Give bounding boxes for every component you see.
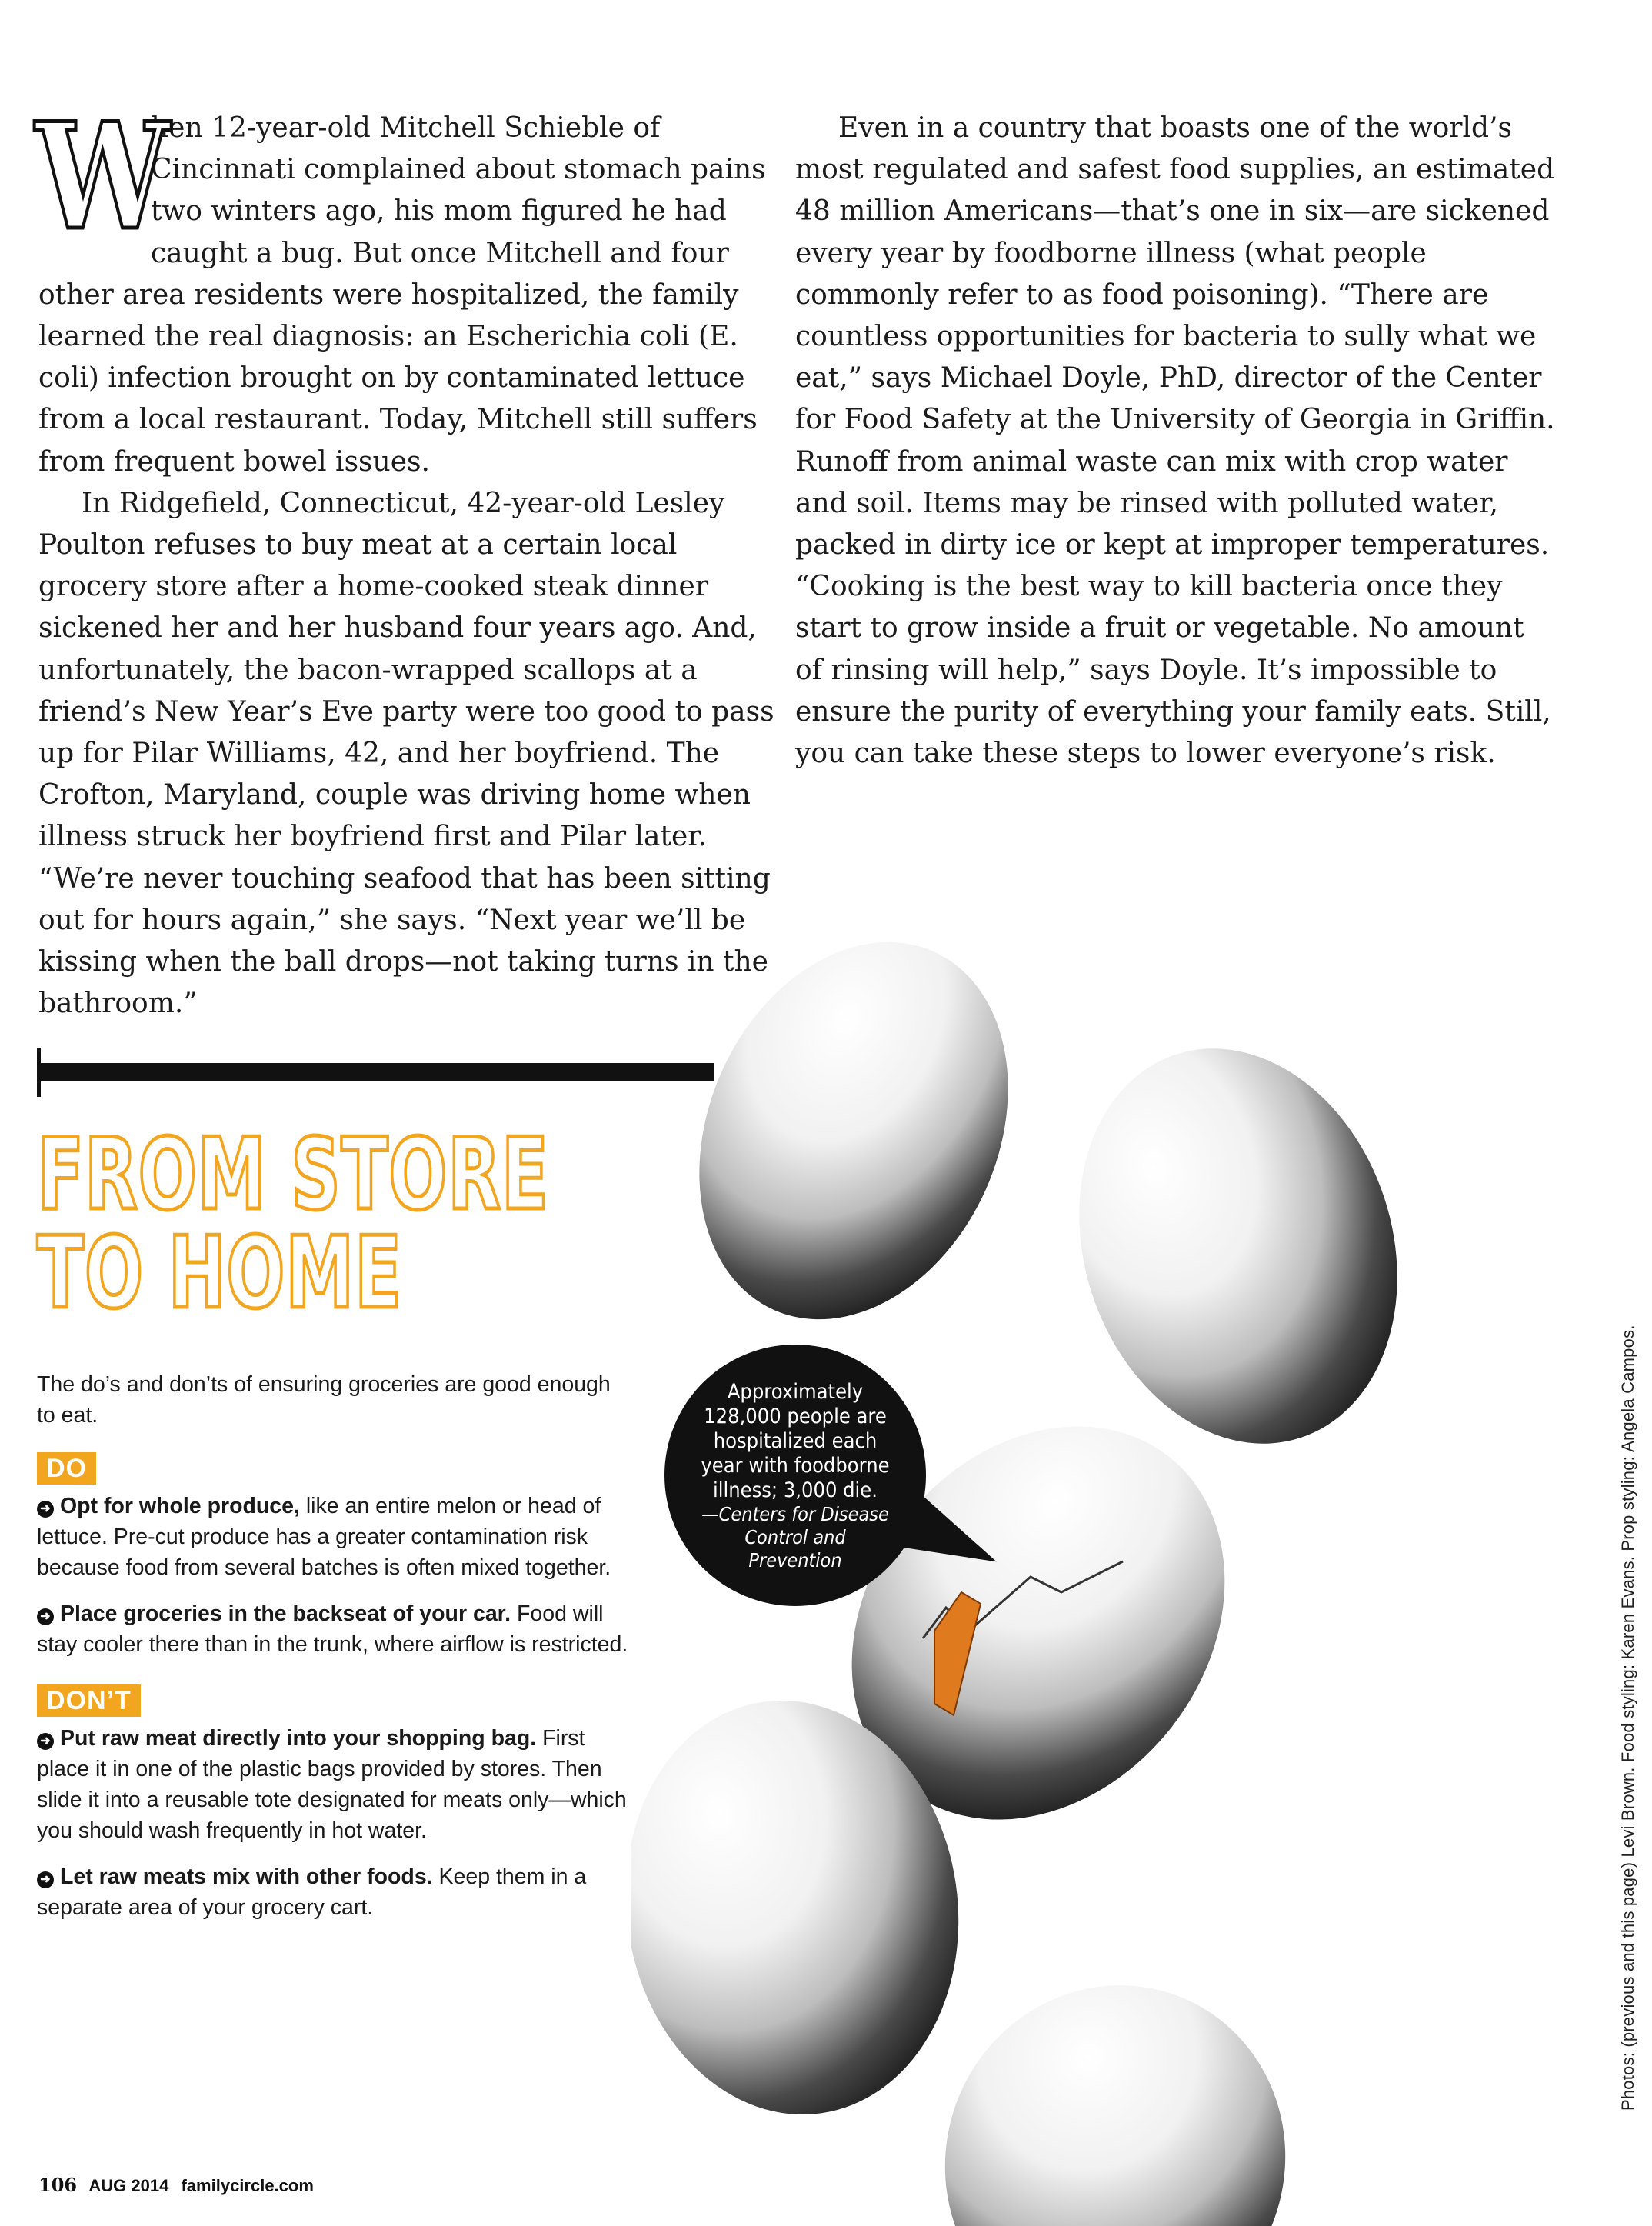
arrow-right-circle-icon: ➜	[37, 1871, 54, 1888]
do-tip	[37, 1491, 629, 1583]
tip-heading: Opt for whole produce,	[60, 1494, 300, 1518]
egg	[896, 1938, 1335, 2226]
dont-label: DON’T	[37, 1684, 141, 1717]
page-footer	[38, 2174, 314, 2196]
page-number: 106	[38, 2174, 78, 2196]
dont-tip	[37, 1723, 629, 1846]
article-paragraph: Even in a country that boasts one of the world’s most regulated and safest food supplies, an estimated 48 million Americans—that’s one in six—are sickened every year by foodborne illness (what people commonly refer to as food poisoning). “There are countless opportunities for bacteria to sully what we eat,” says Michael Doyle, PhD, director of the Center for Food Safety at the University of Georgia in Griffin. Runoff from animal waste can mix with crop water and soil. Items may be rinsed with polluted water, packed in dirty ice or kept at improper temperatures. “Cooking is the best way to kill bacteria once they start to grow inside a fruit or vegetable. No amount of rinsing will help,” says Doyle. It’s impossible to ensure the purity of everything your family eats. Still, you can take these steps to lower everyone’s risk.	[795, 112, 1555, 770]
tip-text: like an entire melon or head of lettuce. Pre-cut produce has a greater contamination risk because food from several batches is often mixed together.	[37, 1494, 611, 1580]
sidebar-intro: The do’s and don’ts of ensuring groceries are good enough to eat.	[37, 1372, 611, 1428]
callout-bubble	[664, 1345, 926, 1606]
article-paragraph: In Ridgefield, Connecticut, 42-year-old Lesley Poulton refuses to buy meat at a certain local grocery store after a home-cooked steak dinner sickened her and her husband four years ago. And, unfortunately, the bacon-wrapped scallops at a friend’s New Year’s Eve party were too good to pass up for Pilar Williams, 42, and her boyfriend. The Crofton, Maryland, couple was driving home when illness struck her boyfriend first and Pilar later. “We’re never touching seafood that has been sitting out for hours again,” she says. “Next year we’ll be kissing when the ball drops—not taking turns in the bathroom.”	[38, 487, 774, 1020]
sidebar-box	[37, 1369, 629, 1938]
article-paragraph: hen 12-year-old Mitchell Schieble of Cincinnati complained about stomach pains two winters ago, his mom figured he had caught a bug. But once Mitchell and four other area residents were hospitalized, the family learned the real diagnosis: an Escherichia coli (E. coli) infection brought on by contaminated lettuce from a local restaurant. Today, Mitchell still suffers from frequent bowel issues.	[38, 112, 766, 478]
photo-credit: Photos: (previous and this page) Levi Brown. Food styling: Karen Evans. Prop styling: Angela Campos.	[1618, 1325, 1637, 2111]
callout-stat: Approximately 128,000 people are hospitalized each year with foodborne illness; 3,000 die.	[701, 1380, 890, 1502]
arrow-right-circle-icon: ➜	[37, 1501, 54, 1518]
egg	[642, 893, 1066, 1369]
site-url: familycircle.com	[181, 2176, 314, 2195]
egg	[1030, 1007, 1447, 1485]
article-right-column	[795, 108, 1557, 775]
tip-text: Food will stay cooler there than in the trunk, where airflow is restricted.	[37, 1601, 628, 1657]
sidebar-title-line: TO HOME	[37, 1216, 402, 1331]
section-divider	[37, 1063, 714, 1081]
tip-text: Keep them in a separate area of your grocery cart.	[37, 1864, 587, 1920]
dont-tip	[37, 1861, 629, 1923]
issue-date: AUG 2014	[88, 2176, 169, 2195]
drop-cap: W	[35, 91, 167, 262]
arrow-right-circle-icon: ➜	[37, 1733, 54, 1750]
callout-text	[698, 1380, 892, 1572]
arrow-right-circle-icon: ➜	[37, 1608, 54, 1625]
sidebar-title-line: FROM STORE	[37, 1118, 549, 1232]
tip-text: First place it in one of the plastic bags provided by stores. Then slide it into a reusable tote designated for meats only—which you should wash frequently in hot water.	[37, 1726, 627, 1843]
tip-heading: Let raw meats mix with other foods.	[60, 1864, 433, 1889]
callout-source: —Centers for Disease Control and Prevention	[701, 1503, 889, 1571]
tip-heading: Place groceries in the backseat of your car.	[60, 1601, 511, 1626]
do-label: DO	[37, 1452, 96, 1485]
tip-heading: Put raw meat directly into your shopping bag.	[60, 1726, 537, 1751]
do-tip	[37, 1598, 629, 1660]
